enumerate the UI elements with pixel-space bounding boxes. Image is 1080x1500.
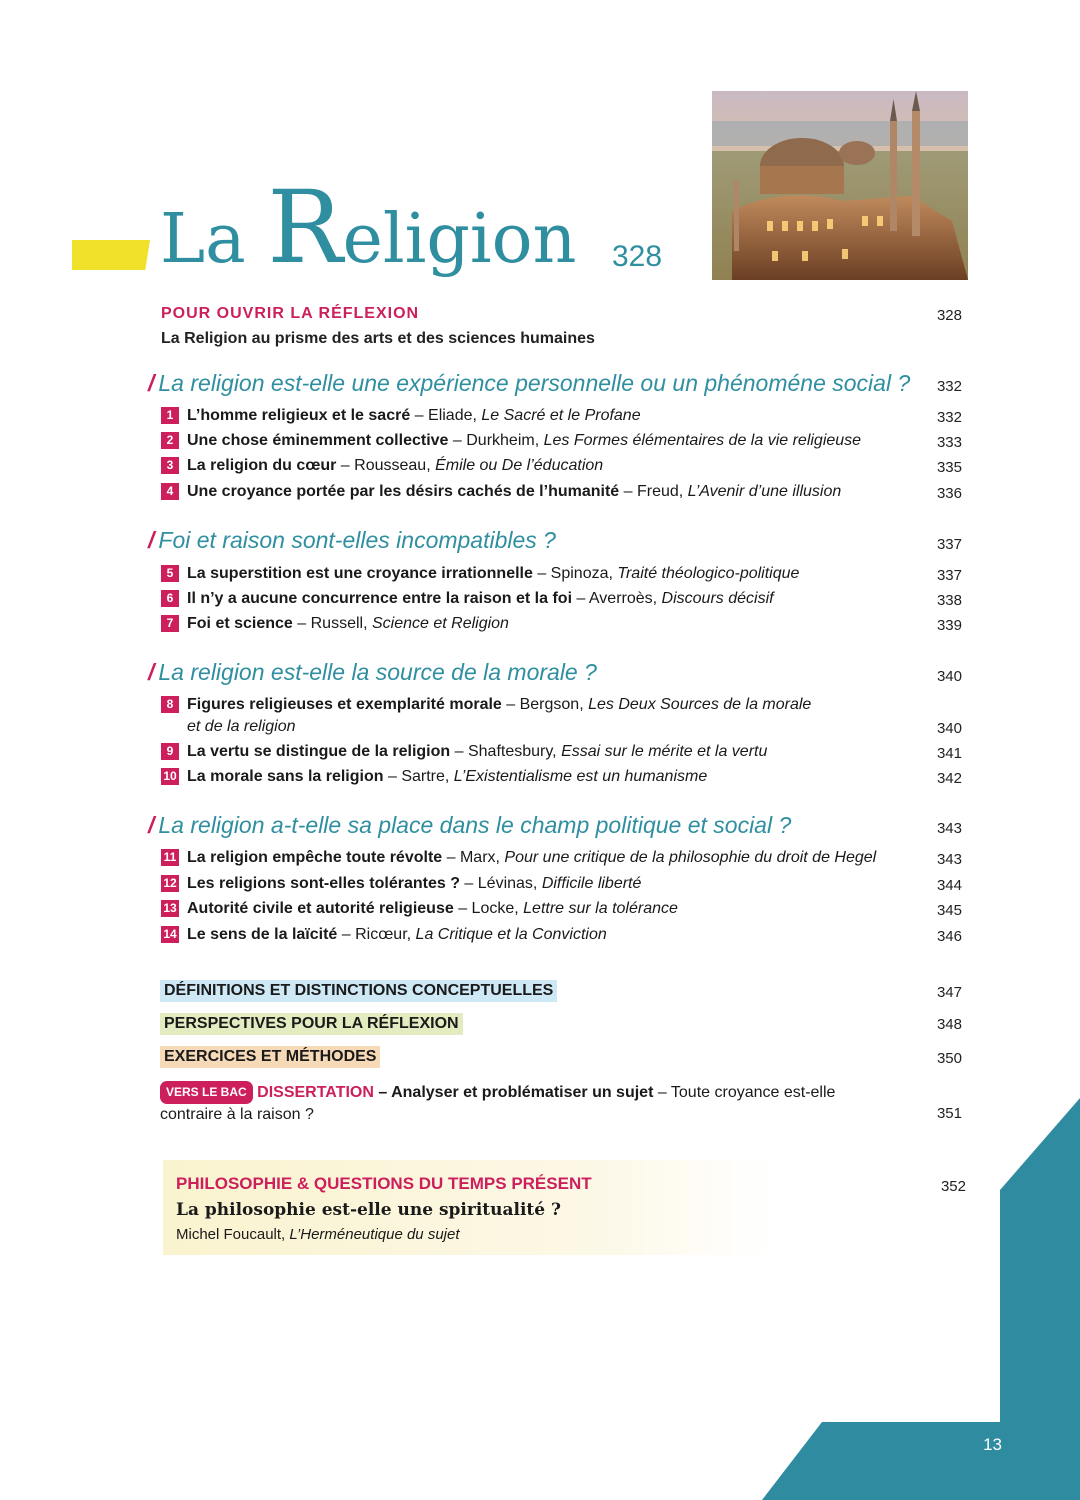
chapter-title: La Religion — [160, 169, 577, 286]
perspectives-heading: PERSPECTIVES POUR LA RÉFLEXION — [160, 1013, 463, 1035]
section-question: / La religion a-t-elle sa place dans le champ politique et social ? — [148, 812, 792, 838]
present-kicker: PHILOSOPHIE & QUESTIONS DU TEMPS PRÉSENT — [176, 1174, 592, 1193]
toc-entry: 7 Foi et science – Russell, Science et Religion — [161, 615, 509, 633]
exercises-page: 350 — [936, 1050, 962, 1067]
section-page: 332 — [936, 378, 962, 395]
yellow-accent-bar — [72, 240, 150, 270]
entry-page: 340 — [936, 720, 962, 737]
exercises-heading: EXERCICES ET MÉTHODES — [160, 1046, 380, 1068]
perspectives-page: 348 — [936, 1016, 962, 1033]
toc-entry: 2 Une chose éminemment collective – Durkheim, Les Formes élémentaires de la vie religieuse — [161, 432, 861, 450]
definitions-heading: DÉFINITIONS ET DISTINCTIONS CONCEPTUELLES — [160, 980, 557, 1002]
entry-page: 335 — [936, 459, 962, 476]
toc-entry: 10 La morale sans la religion – Sartre, L’Existentialisme est un humanisme — [161, 768, 707, 786]
present-time-box — [163, 1160, 773, 1255]
page-number: 13 — [983, 1435, 1002, 1454]
toc-entry: 1 L’homme religieux et le sacré – Eliade, Le Sacré et le Profane — [161, 407, 641, 425]
chapter-page-number: 328 — [612, 240, 663, 273]
present-source: Michel Foucault, L’Herméneutique du sujet — [176, 1226, 460, 1243]
toc-entry: 6 Il n’y a aucune concurrence entre la raison et la foi – Averroès, Discours décisif — [161, 590, 774, 608]
entry-page: 338 — [936, 592, 962, 609]
section-page: 340 — [936, 668, 962, 685]
toc-entry: 9 La vertu se distingue de la religion – Shaftesbury, Essai sur le mérite et la vertu — [161, 743, 767, 761]
entry-page: 344 — [936, 877, 962, 894]
section-page: 337 — [936, 536, 962, 553]
bac-entry: VERS LE BAC DISSERTATION – Analyser et problématiser un sujet – Toute croyance est-elle contraire à la raison ? — [160, 1081, 880, 1125]
toc-entry: 12 Les religions sont-elles tolérantes ? – Lévinas, Difficile liberté — [161, 875, 641, 893]
present-page: 352 — [940, 1178, 966, 1195]
section-page: 343 — [936, 820, 962, 837]
entry-page: 343 — [936, 851, 962, 868]
section-question: / La religion est-elle la source de la morale ? — [148, 659, 597, 685]
toc-entry: 11 La religion empêche toute révolte – Marx, Pour une critique de la philosophie du droit de Hegel — [161, 849, 876, 867]
toc-entry-continuation: et de la religion — [187, 718, 296, 735]
toc-entry: 3 La religion du cœur – Rousseau, Émile ou De l’éducation — [161, 457, 603, 475]
entry-page: 342 — [936, 770, 962, 787]
entry-page: 333 — [936, 434, 962, 451]
toc-entry: 14 Le sens de la laïcité – Ricœur, La Critique et la Conviction — [161, 926, 607, 944]
definitions-page: 347 — [936, 984, 962, 1001]
entry-page: 336 — [936, 485, 962, 502]
entry-page: 345 — [936, 902, 962, 919]
section-question: / La religion est-elle une expérience personnelle ou un phénoméne social ? — [148, 370, 911, 396]
section-question: / Foi et raison sont-elles incompatibles ? — [148, 527, 556, 553]
entry-page: 339 — [936, 617, 962, 634]
hagia-sophia-photo — [712, 91, 968, 280]
intro-page: 328 — [936, 307, 962, 324]
toc-entry: 13 Autorité civile et autorité religieuse – Locke, Lettre sur la tolérance — [161, 900, 678, 918]
intro-subtitle: La Religion au prisme des arts et des sciences humaines — [161, 330, 595, 347]
entry-page: 332 — [936, 409, 962, 426]
entry-page: 346 — [936, 928, 962, 945]
toc-entry: 4 Une croyance portée par les désirs cachés de l’humanité – Freud, L’Avenir d’une illusion — [161, 483, 841, 501]
intro-kicker: POUR OUVRIR LA RÉFLEXION — [161, 305, 420, 322]
toc-entry: 8 Figures religieuses et exemplarité morale – Bergson, Les Deux Sources de la morale — [161, 696, 811, 714]
bac-page: 351 — [936, 1105, 962, 1122]
vers-le-bac-badge: VERS LE BAC — [160, 1081, 253, 1104]
entry-page: 337 — [936, 567, 962, 584]
toc-entry: 5 La superstition est une croyance irrationnelle – Spinoza, Traité théologico-politique — [161, 565, 799, 583]
entry-page: 341 — [936, 745, 962, 762]
teal-bottom-shape — [762, 1422, 1080, 1500]
present-title: La philosophie est-elle une spiritualité ? — [176, 1200, 561, 1220]
